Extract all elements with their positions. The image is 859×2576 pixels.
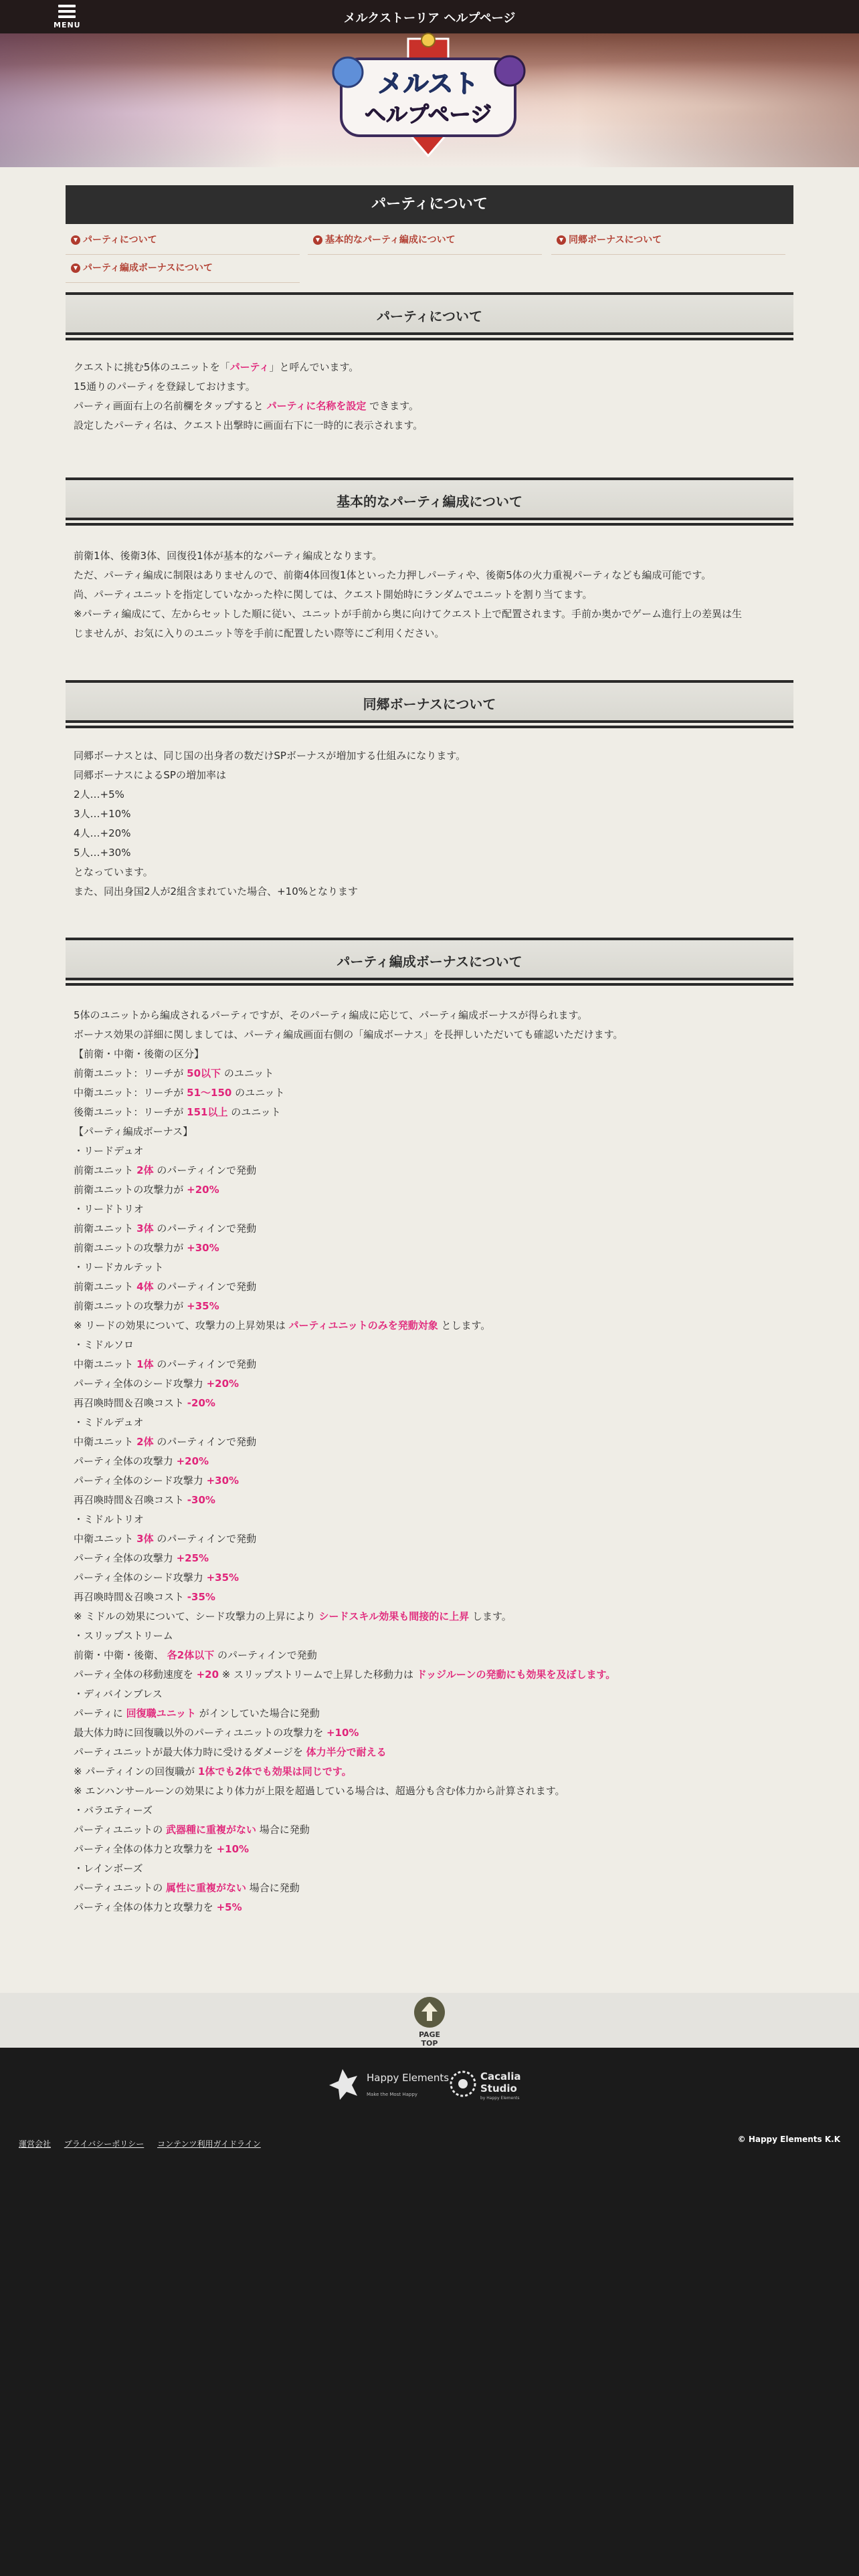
text-line [74,624,783,643]
text-segment: のユニット [221,1067,274,1079]
text-segment: となっています。 [74,866,153,878]
text-segment: できます。 [366,400,419,412]
text-segment: パーティ全体の攻撃力 [74,1455,177,1467]
text-segment: ・バラエティーズ [74,1804,153,1816]
text-line [74,1529,783,1549]
text-segment: ・ミドルトリオ [74,1513,144,1525]
happy-elements-text: Happy Elements [367,2072,450,2084]
text-line [74,358,783,377]
text-segment: ・リードカルテット [74,1261,164,1273]
text-line [74,882,783,901]
text-segment: 場合に発動 [256,1824,310,1836]
top-bar [0,0,859,34]
text-segment: 最大体力時に回復職以外のパーティユニットの攻撃力を [74,1727,326,1739]
section-body-basic-formation [74,546,783,643]
text-segment: パーティ全体のシード攻撃力 [74,1572,207,1584]
arrow-up-icon [414,1997,445,2028]
text-segment: 再召喚時間＆召喚コスト [74,1397,187,1409]
text-line [74,1452,783,1471]
cacalia-line1: Cacalia [480,2070,521,2082]
text-segment: 中衛ユニット [74,1436,137,1448]
highlight-text: パーティユニットのみを発動対象 [288,1319,438,1331]
text-segment: がインしていた場合に発動 [195,1707,320,1719]
text-line [74,804,783,824]
section-heading-basic-formation: 基本的なパーティ編成について [66,477,793,520]
text-line [74,1335,783,1355]
text-segment: ・スリップストリーム [74,1630,173,1642]
highlight-text: +10% [326,1727,359,1739]
text-segment: 前衛ユニットの攻撃力が [74,1300,187,1312]
text-segment: 中衛ユニット [74,1358,137,1370]
text-segment: ※ スリップストリームで上昇した移動力は [219,1669,417,1681]
divider [551,254,785,255]
chevron-down-icon: ▼ [557,235,566,245]
divider [66,254,300,255]
text-line [74,377,783,397]
text-line [74,1879,783,1898]
text-segment: のユニット [231,1087,285,1099]
text-segment: 【前衛・中衛・後衛の区分】 [74,1048,205,1060]
text-segment: 中衛ユニット [74,1533,137,1545]
text-segment: パーティ全体のシード攻撃力 [74,1475,207,1487]
text-segment: のパーティインで発動 [153,1358,257,1370]
page-top-button[interactable] [409,1997,450,2048]
text-segment: クエストに挑む5体のユニットを「 [74,361,230,373]
highlight-text: 3体 [136,1222,154,1235]
highlight-text: +20% [176,1455,209,1467]
text-line [74,1743,783,1762]
text-line [74,585,783,605]
toc-link-label: パーティについて [83,235,157,245]
footer-links [19,2138,272,2149]
section-body-party [74,358,783,435]
text-line [74,1665,783,1685]
text-line [74,1277,783,1297]
text-line [74,1646,783,1665]
highlight-text: +20 [196,1669,219,1681]
help-page-logo[interactable] [328,32,529,166]
text-segment: パーティユニットの [74,1882,166,1894]
text-line [74,746,783,766]
text-segment: パーティ全体のシード攻撃力 [74,1378,207,1390]
highlight-text: 2体 [136,1436,154,1448]
text-segment: のパーティインで発動 [153,1222,257,1235]
happy-elements-logo[interactable] [328,2066,450,2101]
text-segment: 前衛ユニット [74,1281,137,1293]
text-segment: また、同出身国2人が2組含まれていた場合、+10%となります [74,885,358,897]
text-segment: 前衛ユニットの攻撃力が [74,1184,187,1196]
cacalia-tag: by Happy Elements [480,2096,520,2101]
text-segment: のユニット [227,1106,281,1118]
highlight-text: 1体でも2体でも効果は同じです。 [197,1765,352,1778]
text-line [74,1045,783,1064]
divider [308,254,542,255]
highlight-text: 2体 [136,1164,154,1176]
text-segment: 場合に発動 [246,1882,300,1894]
footer [0,2048,859,2576]
text-segment: 後衛ユニット：リーチが [74,1106,187,1118]
text-line [74,1025,783,1045]
page-title: パーティについて [66,185,793,224]
text-segment: パーティ全体の移動速度を [74,1669,197,1681]
text-segment: ※ エンハンサールーンの効果により体力が上限を超過している場合は、超過分も含む体力から計算されます。 [74,1785,565,1797]
text-segment: 再召喚時間＆召喚コスト [74,1494,187,1506]
chevron-down-icon: ▼ [71,235,80,245]
text-line [74,1297,783,1316]
toc-link-hometown-bonus[interactable] [551,230,662,250]
text-line [74,1258,783,1277]
text-segment: のパーティインで発動 [153,1533,257,1545]
text-segment: ・リードトリオ [74,1203,144,1215]
text-line [74,1394,783,1413]
text-line [74,1898,783,1917]
text-segment: パーティ全体の体力と攻撃力を [74,1901,217,1913]
text-segment: します。 [469,1610,512,1622]
text-line [74,1064,783,1083]
text-segment: 5人…+30% [74,847,131,859]
highlight-text: ドッジルーンの発動にも効果を及ぼします。 [416,1669,616,1681]
text-segment: 2人…+5% [74,788,124,800]
highlight-text: 各2体以下 [167,1649,215,1661]
text-line [74,1432,783,1452]
text-segment: 前衛1体、後衛3体、回復役1体が基本的なパーティ編成となります。 [74,550,383,562]
text-line [74,1374,783,1394]
toc-link-basic-formation[interactable] [308,230,456,250]
highlight-text: +25% [176,1552,209,1564]
text-line [74,1840,783,1859]
text-line [74,1782,783,1801]
text-line [74,397,783,416]
text-segment: ※ パーティインの回復職が [74,1765,198,1778]
highlight-text: 属性に重複がない [165,1882,246,1894]
text-segment: パーティ全体の攻撃力 [74,1552,177,1564]
text-segment: パーティユニットの [74,1824,166,1836]
text-line [74,785,783,804]
text-segment: ※ リードの効果について、攻撃力の上昇効果は [74,1319,289,1331]
highlight-text: 151以上 [187,1106,228,1118]
highlight-text: -35% [187,1591,215,1603]
text-line [74,1607,783,1626]
text-line [74,1316,783,1335]
footer-link-company[interactable]: 運営会社 [19,2139,52,2149]
logo-line2: ヘルプページ [364,102,492,127]
text-segment: 同郷ボーナスとは、同じ国の出身者の数だけSPボーナスが増加する仕組みになります。 [74,750,466,762]
text-line [74,843,783,863]
menu-label: MENU [54,21,81,29]
highlight-text: -20% [187,1397,215,1409]
text-line [74,566,783,585]
section-heading-hometown-bonus: 同郷ボーナスについて [66,680,793,723]
text-segment: パーティ画面右上の名前欄をタップすると [74,400,267,412]
highlight-text: +5% [216,1901,242,1913]
text-line [74,1103,783,1122]
chevron-down-icon: ▼ [313,235,322,245]
text-segment: パーティ全体の体力と攻撃力を [74,1843,217,1855]
text-line [74,1006,783,1025]
highlight-text: +35% [206,1572,240,1584]
highlight-text: 4体 [136,1281,154,1293]
text-line [74,546,783,566]
highlight-text: +20% [206,1378,240,1390]
text-line [74,416,783,435]
hero-banner [0,33,859,167]
text-line [74,1200,783,1219]
text-line [74,605,783,624]
highlight-text: シードスキル効果も間接的に上昇 [318,1610,470,1622]
cacalia-studio-logo[interactable] [447,2066,534,2101]
text-line [74,1180,783,1200]
divider [66,282,300,283]
text-segment: 前衛ユニット [74,1164,137,1176]
text-segment: ただ、パーティ編成に制限はありませんので、前衛4体回復1体といった力押しパーティや、後衛5体の火力重視パーティなども編成可能です。 [74,569,712,581]
highlight-text: 武器種に重複がない [165,1824,256,1836]
toc-link-party[interactable] [66,230,157,250]
highlight-text: 回復職ユニット [126,1707,196,1719]
text-line [74,1549,783,1568]
text-segment: 5体のユニットから編成されるパーティですが、そのパーティ編成に応じて、パーティ編成ボーナスが得られます。 [74,1009,588,1021]
text-segment: 前衛ユニットの攻撃力が [74,1242,187,1254]
highlight-text: +30% [206,1475,240,1487]
text-segment: 再召喚時間＆召喚コスト [74,1591,187,1603]
text-segment: 尚、パーティユニットを指定していなかった枠に関しては、クエスト開始時にランダムでユニットを割り当てます。 [74,588,593,601]
text-line [74,824,783,843]
text-segment: 15通りのパーティを登録しておけます。 [74,381,256,393]
text-segment: 前衛ユニット [74,1222,137,1235]
text-line [74,1413,783,1432]
highlight-text: +35% [187,1300,219,1312]
text-segment: ・レインボーズ [74,1862,143,1874]
text-line [74,1568,783,1588]
chevron-down-icon: ▼ [71,263,80,273]
text-line [74,1820,783,1840]
text-segment: ※ ミドルの効果について、シード攻撃力の上昇により [74,1610,319,1622]
text-line [74,1239,783,1258]
highlight-text: -30% [187,1494,215,1506]
section-heading-formation-bonus: パーティ編成ボーナスについて [66,938,793,980]
text-line [74,1859,783,1879]
text-segment: 3人…+10% [74,808,131,820]
text-segment: のパーティインで発動 [214,1649,317,1661]
text-segment: 前衛ユニット：リーチが [74,1067,187,1079]
text-line [74,1083,783,1103]
text-segment: じませんが、お気に入りのユニット等を手前に配置したい際等にご利用ください。 [74,627,445,639]
text-line [74,1355,783,1374]
text-segment: ・ミドルソロ [74,1339,134,1351]
text-line [74,766,783,785]
text-segment: 同郷ボーナスによるSPの増加率は [74,769,226,781]
text-segment: 前衛・中衛・後衛、 [74,1649,167,1661]
site-title: メルクストーリア ヘルプページ [343,11,516,25]
logo-line1: メルスト [377,69,479,98]
section-body-formation-bonus [74,1006,783,1917]
toc-link-label: パーティ編成ボーナスについて [83,263,213,274]
text-segment: のパーティインで発動 [153,1164,257,1176]
section-body-hometown-bonus [74,746,783,901]
toc-link-formation-bonus[interactable] [66,258,213,278]
text-segment: ・ミドルデュオ [74,1416,144,1428]
cacalia-line2: Studio [480,2082,517,2095]
highlight-text: パーティに名称を設定 [266,400,367,412]
text-line [74,1762,783,1782]
text-segment: ・リードデュオ [74,1145,144,1157]
text-line [74,1801,783,1820]
highlight-text: 体力半分で耐える [306,1746,387,1758]
section-heading-party: パーティについて [66,292,793,335]
toc-link-label: 同郷ボーナスについて [569,235,662,245]
page-top-label: PAGE TOP [418,2030,441,2048]
footer-link-guidelines[interactable]: コンテンツ利用ガイドライン [157,2139,261,2149]
text-segment: 設定したパーティ名は、クエスト出撃時に画面右下に一時的に表示されます。 [74,419,423,431]
text-segment: ボーナス効果の詳細に関しましては、パーティ編成画面右側の「編成ボーナス」を長押しいただいても確認いただけます。 [74,1029,624,1041]
text-segment: とします。 [438,1319,491,1331]
text-segment: 」と呼んでいます。 [269,361,359,373]
text-line [74,1588,783,1607]
text-segment: パーティに [74,1707,126,1719]
highlight-text: +30% [187,1242,219,1254]
text-line [74,1161,783,1180]
text-segment: のパーティインで発動 [153,1436,257,1448]
text-segment: 中衛ユニット：リーチが [74,1087,187,1099]
highlight-text: 51〜150 [187,1087,232,1099]
text-segment: のパーティインで発動 [153,1281,257,1293]
text-line [74,1685,783,1704]
text-segment: 【パーティ編成ボーナス】 [74,1125,193,1138]
highlight-text: +10% [216,1843,250,1855]
happy-elements-tag: Make the Most Happy [367,2092,417,2097]
text-line [74,1510,783,1529]
text-line [74,1219,783,1239]
text-line [74,1704,783,1723]
text-line [74,1491,783,1510]
highlight-text: +20% [187,1184,219,1196]
text-line [74,1471,783,1491]
highlight-text: 50以下 [187,1067,221,1079]
text-line [74,1142,783,1161]
text-line [74,1122,783,1142]
text-segment: ※パーティ編成にて、左からセットした順に従い、ユニットが手前から奥に向けてクエスト上で配置されます。手前か奥かでゲーム進行上の差異は生 [74,608,742,620]
toc-link-label: 基本的なパーティ編成について [325,235,456,245]
text-line [74,1626,783,1646]
highlight-text: パーティ [229,361,270,373]
text-line [74,1723,783,1743]
text-segment: ・ディバインブレス [74,1688,163,1700]
highlight-text: 1体 [136,1358,154,1370]
footer-link-privacy[interactable]: プライバシーポリシー [64,2139,145,2149]
text-segment: パーティユニットが最大体力時に受けるダメージを [74,1746,306,1758]
copyright: © Happy Elements K.K [737,2135,840,2144]
text-segment: 4人…+20% [74,827,131,839]
text-line [74,863,783,882]
highlight-text: 3体 [136,1533,154,1545]
